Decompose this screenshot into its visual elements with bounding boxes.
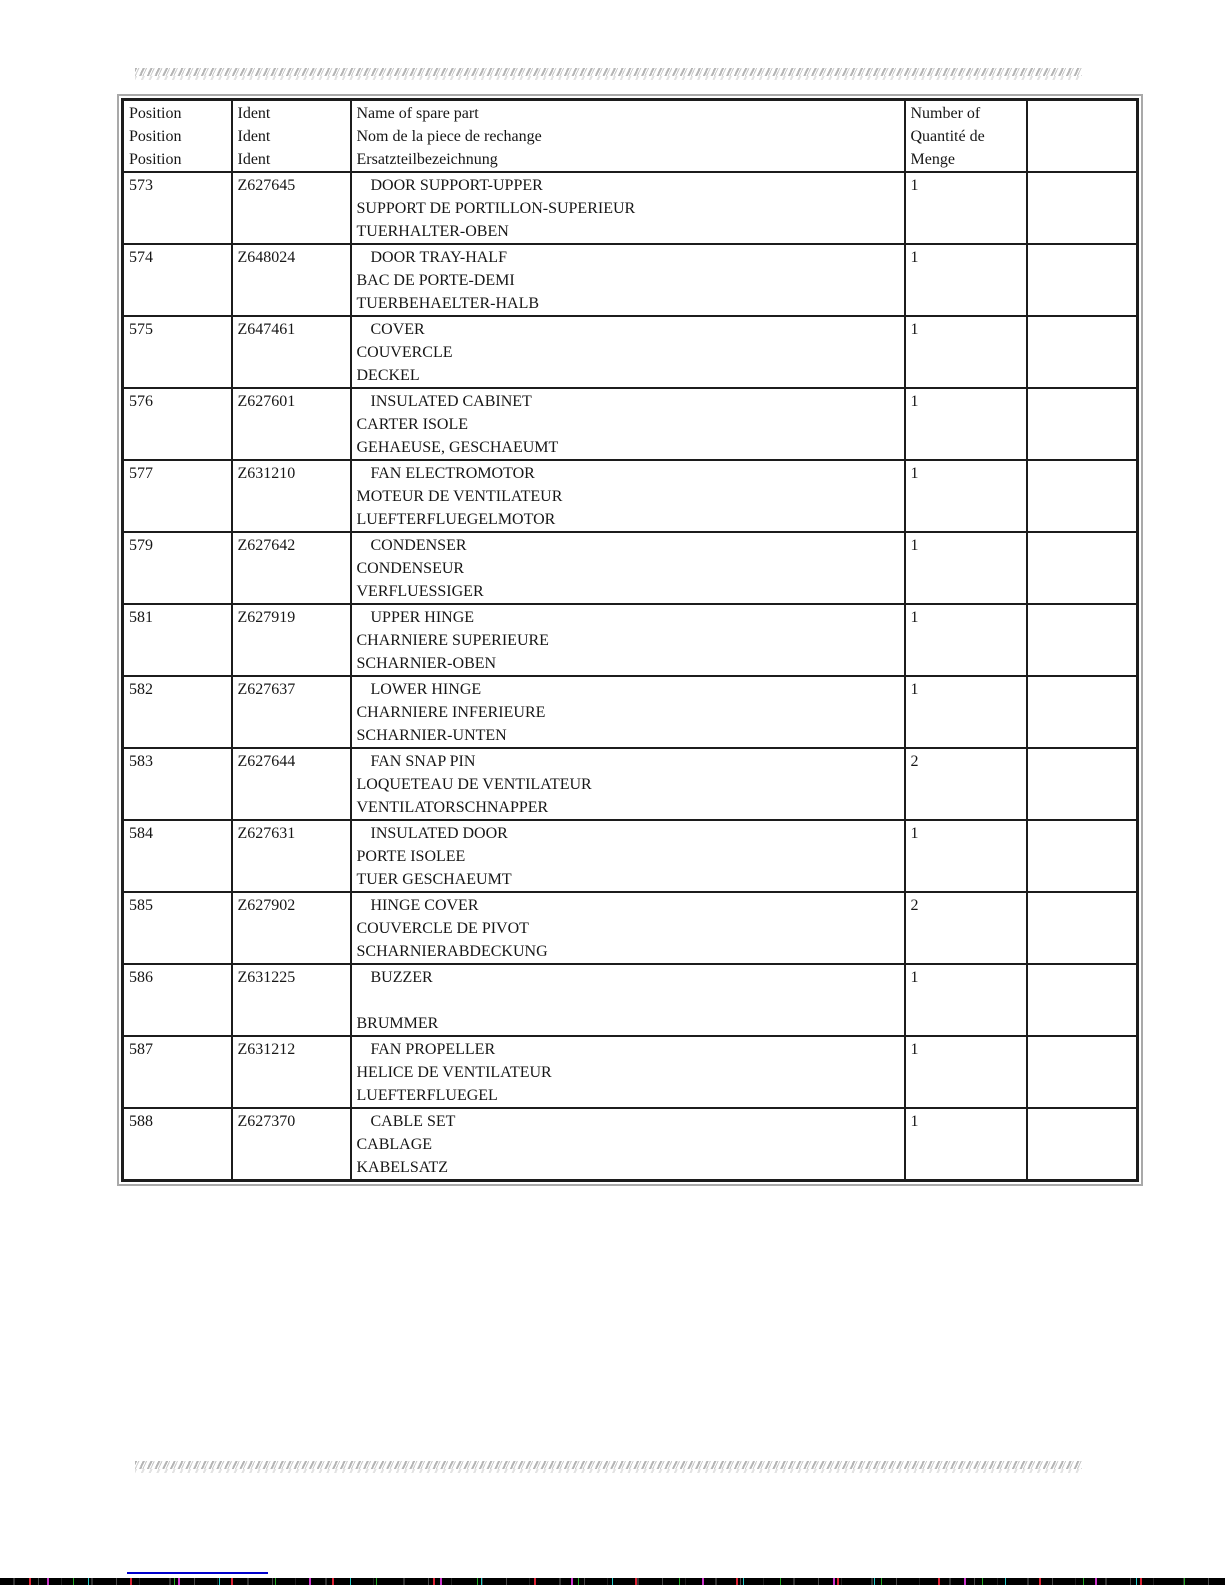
name-french: MOTEUR DE VENTILATEUR bbox=[356, 488, 563, 505]
quantity-cell: 1 bbox=[905, 172, 1027, 244]
header-name-fr: Nom de la piece de rechange bbox=[356, 128, 542, 145]
name-french: CABLAGE bbox=[356, 1136, 433, 1153]
header-qty-de: Menge bbox=[910, 151, 955, 168]
name-french: CHARNIERE INFERIEURE bbox=[356, 704, 546, 721]
header-qty-cell bbox=[905, 100, 1027, 173]
quantity-cell: 1 bbox=[905, 676, 1027, 748]
empty-cell bbox=[1027, 388, 1138, 460]
header-qty-en: Number of bbox=[910, 105, 981, 122]
quantity-cell: 1 bbox=[905, 604, 1027, 676]
quantity-cell: 2 bbox=[905, 748, 1027, 820]
header-position-fr: Position bbox=[129, 128, 182, 145]
position-cell: 584 bbox=[123, 820, 232, 892]
empty-cell bbox=[1027, 316, 1138, 388]
quantity-cell: 1 bbox=[905, 964, 1027, 1036]
table-row bbox=[123, 820, 1138, 892]
table-row bbox=[123, 1108, 1138, 1181]
position-cell: 583 bbox=[123, 748, 232, 820]
position-cell: 573 bbox=[123, 172, 232, 244]
name-german: SCHARNIERABDECKUNG bbox=[356, 943, 548, 960]
name-english: HINGE COVER bbox=[370, 897, 479, 914]
name-english: FAN PROPELLER bbox=[370, 1041, 496, 1058]
name-french: SUPPORT DE PORTILLON-SUPERIEUR bbox=[356, 200, 636, 217]
position-cell: 586 bbox=[123, 964, 232, 1036]
name-english: DOOR SUPPORT-UPPER bbox=[370, 177, 543, 194]
name-cell bbox=[351, 604, 905, 676]
position-cell: 585 bbox=[123, 892, 232, 964]
table-row bbox=[123, 532, 1138, 604]
name-german: DECKEL bbox=[356, 367, 420, 384]
name-english: FAN ELECTROMOTOR bbox=[370, 465, 535, 482]
header-ident-de: Ident bbox=[237, 151, 271, 168]
name-german: GEHAEUSE, GESCHAEUMT bbox=[356, 439, 559, 456]
ident-cell: Z627637 bbox=[232, 676, 351, 748]
name-german: TUER GESCHAEUMT bbox=[356, 871, 512, 888]
spare-parts-table bbox=[121, 98, 1139, 1182]
table-row bbox=[123, 604, 1138, 676]
header-position-de: Position bbox=[129, 151, 182, 168]
name-german: TUERHALTER-OBEN bbox=[356, 223, 509, 240]
name-english: FAN SNAP PIN bbox=[370, 753, 476, 770]
quantity-cell: 1 bbox=[905, 388, 1027, 460]
name-cell bbox=[351, 172, 905, 244]
ident-cell: Z627644 bbox=[232, 748, 351, 820]
name-english: DOOR TRAY-HALF bbox=[370, 249, 507, 266]
position-cell: 575 bbox=[123, 316, 232, 388]
name-french: CHARNIERE SUPERIEURE bbox=[356, 632, 549, 649]
header-ident-fr: Ident bbox=[237, 128, 271, 145]
empty-cell bbox=[1027, 892, 1138, 964]
name-cell bbox=[351, 820, 905, 892]
ident-cell: Z627642 bbox=[232, 532, 351, 604]
name-cell bbox=[351, 964, 905, 1036]
name-cell bbox=[351, 316, 905, 388]
table-row bbox=[123, 244, 1138, 316]
table-row bbox=[123, 676, 1138, 748]
header-name-cell bbox=[351, 100, 905, 173]
name-french: HELICE DE VENTILATEUR bbox=[356, 1064, 552, 1081]
header-position-en: Position bbox=[129, 105, 182, 122]
empty-cell bbox=[1027, 1036, 1138, 1108]
name-cell bbox=[351, 388, 905, 460]
position-cell: 579 bbox=[123, 532, 232, 604]
name-french: LOQUETEAU DE VENTILATEUR bbox=[356, 776, 592, 793]
name-german: KABELSATZ bbox=[356, 1159, 449, 1176]
name-english: BUZZER bbox=[370, 969, 433, 986]
quantity-cell: 1 bbox=[905, 820, 1027, 892]
ident-cell: Z647461 bbox=[232, 316, 351, 388]
ident-cell: Z631210 bbox=[232, 460, 351, 532]
name-german: LUEFTERFLUEGELMOTOR bbox=[356, 511, 556, 528]
ident-cell: Z631212 bbox=[232, 1036, 351, 1108]
empty-cell bbox=[1027, 604, 1138, 676]
name-german: SCHARNIER-OBEN bbox=[356, 655, 497, 672]
table-row bbox=[123, 172, 1138, 244]
decorative-hatch-rule-bottom bbox=[135, 1461, 1082, 1473]
name-english: CABLE SET bbox=[370, 1113, 456, 1130]
position-cell: 588 bbox=[123, 1108, 232, 1181]
table-row bbox=[123, 748, 1138, 820]
name-cell bbox=[351, 244, 905, 316]
position-cell: 577 bbox=[123, 460, 232, 532]
empty-cell bbox=[1027, 460, 1138, 532]
table-row bbox=[123, 964, 1138, 1036]
name-english: UPPER HINGE bbox=[370, 609, 475, 626]
position-cell: 576 bbox=[123, 388, 232, 460]
ident-cell: Z627645 bbox=[232, 172, 351, 244]
name-french: PORTE ISOLEE bbox=[356, 848, 466, 865]
name-german: VENTILATORSCHNAPPER bbox=[356, 799, 549, 816]
header-ident-en: Ident bbox=[237, 105, 271, 122]
name-french: COUVERCLE DE PIVOT bbox=[356, 920, 529, 937]
hyperlink-underline bbox=[127, 1572, 268, 1574]
name-english: CONDENSER bbox=[370, 537, 467, 554]
table-row bbox=[123, 316, 1138, 388]
header-row bbox=[123, 100, 1138, 173]
position-cell: 582 bbox=[123, 676, 232, 748]
name-german: BRUMMER bbox=[356, 1015, 439, 1032]
name-french: CARTER ISOLE bbox=[356, 416, 468, 433]
quantity-cell: 1 bbox=[905, 532, 1027, 604]
table-row bbox=[123, 460, 1138, 532]
empty-cell bbox=[1027, 244, 1138, 316]
name-cell bbox=[351, 460, 905, 532]
name-german: SCHARNIER-UNTEN bbox=[356, 727, 507, 744]
name-french: BAC DE PORTE-DEMI bbox=[356, 272, 515, 289]
name-english: INSULATED DOOR bbox=[370, 825, 508, 842]
name-cell bbox=[351, 532, 905, 604]
name-french: CONDENSEUR bbox=[356, 560, 465, 577]
decorative-hatch-rule-top bbox=[135, 68, 1082, 80]
ident-cell: Z627631 bbox=[232, 820, 351, 892]
empty-cell bbox=[1027, 820, 1138, 892]
name-english: COVER bbox=[370, 321, 425, 338]
name-english: INSULATED CABINET bbox=[370, 393, 532, 410]
position-cell: 574 bbox=[123, 244, 232, 316]
table-row bbox=[123, 388, 1138, 460]
name-french bbox=[357, 989, 902, 1012]
header-name-en: Name of spare part bbox=[356, 105, 479, 122]
name-german: TUERBEHAELTER-HALB bbox=[356, 295, 540, 312]
header-position-cell bbox=[123, 100, 232, 173]
position-cell: 581 bbox=[123, 604, 232, 676]
ident-cell: Z648024 bbox=[232, 244, 351, 316]
header-name-de: Ersatzteilbezeichnung bbox=[356, 151, 498, 168]
name-german: VERFLUESSIGER bbox=[356, 583, 484, 600]
quantity-cell: 1 bbox=[905, 244, 1027, 316]
name-english: LOWER HINGE bbox=[370, 681, 482, 698]
ident-cell: Z627919 bbox=[232, 604, 351, 676]
header-empty-cell bbox=[1027, 100, 1138, 173]
ident-cell: Z627370 bbox=[232, 1108, 351, 1181]
empty-cell bbox=[1027, 748, 1138, 820]
position-cell: 587 bbox=[123, 1036, 232, 1108]
empty-cell bbox=[1027, 532, 1138, 604]
empty-cell bbox=[1027, 172, 1138, 244]
header-ident-cell bbox=[232, 100, 351, 173]
name-cell bbox=[351, 1108, 905, 1181]
ident-cell: Z631225 bbox=[232, 964, 351, 1036]
header-qty-fr: Quantité de bbox=[910, 128, 985, 145]
table-row bbox=[123, 892, 1138, 964]
quantity-cell: 2 bbox=[905, 892, 1027, 964]
quantity-cell: 1 bbox=[905, 1108, 1027, 1181]
quantity-cell: 1 bbox=[905, 316, 1027, 388]
ident-cell: Z627601 bbox=[232, 388, 351, 460]
name-cell bbox=[351, 676, 905, 748]
quantity-cell: 1 bbox=[905, 460, 1027, 532]
empty-cell bbox=[1027, 676, 1138, 748]
empty-cell bbox=[1027, 964, 1138, 1036]
name-german: LUEFTERFLUEGEL bbox=[356, 1087, 498, 1104]
table-row bbox=[123, 1036, 1138, 1108]
empty-cell bbox=[1027, 1108, 1138, 1181]
name-cell bbox=[351, 892, 905, 964]
name-french: COUVERCLE bbox=[356, 344, 453, 361]
name-cell bbox=[351, 1036, 905, 1108]
scan-noise-bar bbox=[0, 1578, 1225, 1585]
name-cell bbox=[351, 748, 905, 820]
quantity-cell: 1 bbox=[905, 1036, 1027, 1108]
ident-cell: Z627902 bbox=[232, 892, 351, 964]
